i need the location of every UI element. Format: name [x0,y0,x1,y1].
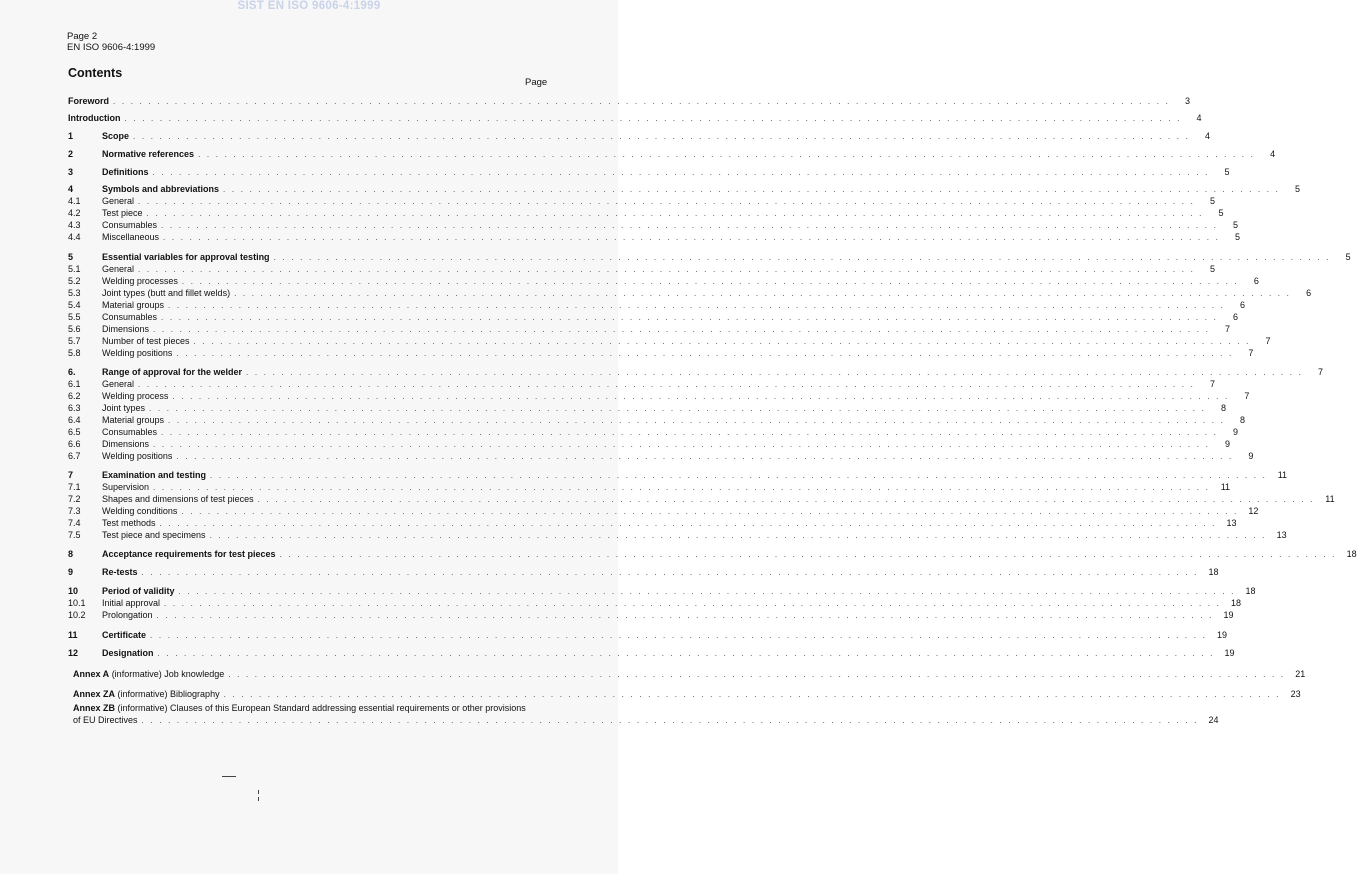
toc-page-number: 18 [1245,586,1256,596]
toc-entry[interactable] [68,586,1256,597]
toc-leader-dots: . . . . . . . . . . . . . . . . . . . . . . . . . . . . . . . . . . . . . . . . . . . . . . . . . . . . . . . . . . . . . . . . . . . . . . . . . . . . . . . . . . . . . . . . . . . . . . . . . . . . . . . . . . . . . . . . . . . . . . . . [113,97,1171,106]
toc-page-number: 6 [1306,288,1312,298]
toc-entry[interactable] [68,96,1191,107]
toc-leader-dots: . . . . . . . . . . . . . . . . . . . . . . . . . . . . . . . . . . . . . . . . . . . . . . . . . . . . . . . . . . . . . . . . . . . . . . . . . . . . . . . . . . . . . . . . . . . . . . . . . . . . . . . . . . . . . . . . . . . . . . . . [172,392,1230,401]
toc-entry-label: Foreword [68,96,110,106]
toc-leader-dots: . . . . . . . . . . . . . . . . . . . . . . . . . . . . . . . . . . . . . . . . . . . . . . . . . . . . . . . . . . . . . . . . . . . . . . . . . . . . . . . . . . . . . . . . . . . . . . . . . . . . . . . . . . . . . . . . . . . . . . . . [181,507,1239,516]
toc-page-number: 5 [1210,264,1216,274]
toc-leader-dots: . . . . . . . . . . . . . . . . . . . . . . . . . . . . . . . . . . . . . . . . . . . . . . . . . . . . . . . . . . . . . . . . . . . . . . . . . . . . . . . . . . . . . . . . . . . . . . . . . . . . . . . . . . . . . . . . . . . . . . . . [198,150,1256,159]
toc-entry[interactable] [68,288,1312,299]
toc-entry-number: 7 [68,470,74,480]
toc-entry[interactable] [68,167,1230,178]
toc-leader-dots: . . . . . . . . . . . . . . . . . . . . . . . . . . . . . . . . . . . . . . . . . . . . . . . . . . . . . . . . . . . . . . . . . . . . . . . . . . . . . . . . . . . . . . . . . . . . . . . . . . . . . . . . . . . . . . . . . . . . . . . . [159,519,1217,528]
toc-entry-number: 7.1 [68,482,81,492]
toc-leader-dots: . . . . . . . . . . . . . . . . . . . . . . . . . . . . . . . . . . . . . . . . . . . . . . . . . . . . . . . . . . . . . . . . . . . . . . . . . . . . . . . . . . . . . . . . . . . . . . . . . . . . . . . . . . . . . . . . . . . . . . . . [149,404,1207,413]
header-page-number: Page 2 [67,31,98,42]
toc-entry[interactable] [68,506,1259,517]
toc-entry[interactable] [68,630,1228,641]
toc-entry[interactable] [68,232,1241,243]
toc-entry-number: 4.4 [68,232,81,242]
toc-page-number: 18 [1231,598,1242,608]
toc-entry-label: Acceptance requirements for test pieces [102,549,276,559]
annex-entry[interactable] [73,689,1301,700]
toc-entry[interactable] [68,300,1246,311]
toc-entry-number: 5.2 [68,276,81,286]
toc-leader-dots: . . . . . . . . . . . . . . . . . . . . . . . . . . . . . . . . . . . . . . . . . . . . . . . . . . . . . . . . . . . . . . . . . . . . . . . . . . . . . . . . . . . . . . . . . . . . . . . . . . . . . . . . . . . . . . . . . . . . . . . . [161,221,1219,230]
toc-entry-label: Definitions [102,167,149,177]
toc-entry-number: 5.5 [68,312,81,322]
toc-page-number: 19 [1217,630,1228,640]
toc-entry-number: 1 [68,131,74,141]
toc-entry-number: 5.6 [68,324,81,334]
toc-leader-dots: . . . . . . . . . . . . . . . . . . . . . . . . . . . . . . . . . . . . . . . . . . . . . . . . . . . . . . . . . . . . . . . . . . . . . . . . . . . . . . . . . . . . . . . . . . . . . . . . . . . . . . . . . . . . . . . . . . . . . . . . [157,649,1215,658]
toc-leader-dots: . . . . . . . . . . . . . . . . . . . . . . . . . . . . . . . . . . . . . . . . . . . . . . . . . . . . . . . . . . . . . . . . . . . . . . . . . . . . . . . . . . . . . . . . . . . . . . . . . . . . . . . . . . . . . . . . . . . . . . . . [209,531,1267,540]
toc-entry-number: 7.3 [68,506,81,516]
toc-entry-label: Miscellaneous [102,232,160,242]
toc-entry-label: Test methods [102,518,156,528]
toc-page-number: 11 [1325,494,1335,504]
toc-entry-label: Welding conditions [102,506,178,516]
toc-page-number: 9 [1233,427,1239,437]
toc-entry-label: Prolongation [102,610,153,620]
toc-entry-number: 4 [68,184,74,194]
toc-entry[interactable] [68,567,1219,578]
toc-page-number: 13 [1276,530,1287,540]
toc-entry-label: Test piece [102,208,143,218]
toc-page-number: 12 [1248,506,1259,516]
toc-leader-dots: . . . . . . . . . . . . . . . . . . . . . . . . . . . . . . . . . . . . . . . . . . . . . . . . . . . . . . . . . . . . . . . . . . . . . . . . . . . . . . . . . . . . . . . . . . . . . . . . . . . . . . . . . . . . . . . . . . . . . . . . [164,599,1222,608]
toc-page-number: 7 [1244,391,1250,401]
toc-entry-number: 9 [68,567,74,577]
toc-entry-number: 12 [68,648,79,658]
toc-leader-dots: . . . . . . . . . . . . . . . . . . . . . . . . . . . . . . . . . . . . . . . . . . . . . . . . . . . . . . . . . . . . . . . . . . . . . . . . . . . . . . . . . . . . . . . . . . . . . . . . . . . . . . . . . . . . . . . . . . . . . . . . [161,313,1219,322]
toc-entry-number: 4.1 [68,196,81,206]
toc-leader-dots: . . . . . . . . . . . . . . . . . . . . . . . . . . . . . . . . . . . . . . . . . . . . . . . . . . . . . . . . . . . . . . . . . . . . . . . . . . . . . . . . . . . . . . . . . . . . . . . . . . . . . . . . . . . . . . . . . . . . . . . . [279,550,1337,559]
toc-entry-number: 5.3 [68,288,81,298]
toc-entry-label: Period of validity [102,586,175,596]
toc-leader-dots: . . . . . . . . . . . . . . . . . . . . . . . . . . . . . . . . . . . . . . . . . . . . . . . . . . . . . . . . . . . . . . . . . . . . . . . . . . . . . . . . . . . . . . . . . . . . . . . . . . . . . . . . . . . . . . . . . . . . . . . . [181,277,1239,286]
toc-page-number: 5 [1295,184,1301,194]
toc-entry-label: Scope [102,131,130,141]
toc-entry-label: Examination and testing [102,470,207,480]
annex-name: Annex ZA [73,689,116,699]
toc-leader-dots: . . . . . . . . . . . . . . . . . . . . . . . . . . . . . . . . . . . . . . . . . . . . . . . . . . . . . . . . . . . . . . . . . . . . . . . . . . . . . . . . . . . . . . . . . . . . . . . . . . . . . . . . . . . . . . . . . . . . . . . . [124,114,1182,123]
toc-entry-label: Designation [102,648,154,658]
toc-entry[interactable] [68,427,1239,438]
toc-leader-dots: . . . . . . . . . . . . . . . . . . . . . . . . . . . . . . . . . . . . . . . . . . . . . . . . . . . . . . . . . . . . . . . . . . . . . . . . . . . . . . . . . . . . . . . . . . . . . . . . . . . . . . . . . . . . . . . . . . . . . . . . [176,452,1234,461]
toc-entry-label: Material groups [102,300,165,310]
toc-entry-label: General [102,196,135,206]
page-column-label: Page [525,77,548,88]
annex-zb-line1[interactable] [73,703,526,714]
toc-leader-dots: . . . . . . . . . . . . . . . . . . . . . . . . . . . . . . . . . . . . . . . . . . . . . . . . . . . . . . . . . . . . . . . . . . . . . . . . . . . . . . . . . . . . . . . . . . . . . . . . . . . . . . . . . . . . . . . . . . . . . . . . [138,265,1196,274]
toc-entry[interactable] [68,403,1227,414]
annex-entry[interactable] [73,669,1306,680]
toc-leader-dots: . . . . . . . . . . . . . . . . . . . . . . . . . . . . . . . . . . . . . . . . . . . . . . . . . . . . . . . . . . . . . . . . . . . . . . . . . . . . . . . . . . . . . . . . . . . . . . . . . . . . . . . . . . . . . . . . . . . . . . . . [156,611,1214,620]
toc-entry[interactable] [68,451,1254,462]
toc-page-number: 4 [1270,149,1276,159]
toc-leader-dots: . . . . . . . . . . . . . . . . . . . . . . . . . . . . . . . . . . . . . . . . . . . . . . . . . . . . . . . . . . . . . . . . . . . . . . . . . . . . . . . . . . . . . . . . . . . . . . . . . . . . . . . . . . . . . . . . . . . . . . . . [153,325,1211,334]
toc-entry[interactable] [68,391,1250,402]
toc-entry[interactable] [68,276,1259,287]
toc-entry[interactable] [68,149,1276,160]
toc-entry-number: 10.2 [68,610,86,620]
toc-page-number: 9 [1248,451,1254,461]
scan-mark [222,776,236,777]
toc-page-number: 7 [1248,348,1254,358]
toc-entry-number: 6.2 [68,391,81,401]
annex-zb-name: Annex ZB [73,703,116,713]
toc-leader-dots: . . . . . . . . . . . . . . . . . . . . . . . . . . . . . . . . . . . . . . . . . . . . . . . . . . . . . . . . . . . . . . . . . . . . . . . . . . . . . . . . . . . . . . . . . . . . . . . . . . . . . . . . . . . . . . . . . . . . . . . . [273,253,1331,262]
toc-page-number: 5 [1235,232,1241,242]
toc-page-number: 6 [1240,300,1246,310]
toc-entry-number: 5.8 [68,348,81,358]
toc-entry-label: Welding processes [102,276,178,286]
toc-leader-dots: . . . . . . . . . . . . . . . . . . . . . . . . . . . . . . . . . . . . . . . . . . . . . . . . . . . . . . . . . . . . . . . . . . . . . . . . . . . . . . . . . . . . . . . . . . . . . . . . . . . . . . . . . . . . . . . . . . . . . . . . [178,587,1236,596]
toc-leader-dots: . . . . . . . . . . . . . . . . . . . . . . . . . . . . . . . . . . . . . . . . . . . . . . . . . . . . . . . . . . . . . . . . . . . . . . . . . . . . . . . . . . . . . . . . . . . . . . . . . . . . . . . . . . . . . . . . . . . . . . . . [161,428,1219,437]
toc-entry[interactable] [68,220,1239,231]
toc-leader-dots: . . . . . . . . . . . . . . . . . . . . . . . . . . . . . . . . . . . . . . . . . . . . . . . . . . . . . . . . . . . . . . . . . . . . . . . . . . . . . . . . . . . . . . . . . . . . . . . . . . . . . . . . . . . . . . . . . . . . . . . . [150,631,1208,640]
toc-entry[interactable] [68,208,1224,219]
toc-entry-label: Initial approval [102,598,161,608]
toc-entry[interactable] [68,598,1242,609]
toc-entry-label: Consumables [102,220,158,230]
toc-entry[interactable] [68,518,1237,529]
toc-entry-label: Material groups [102,415,165,425]
toc-entry-number: 5.4 [68,300,81,310]
toc-entry-label: Dimensions [102,324,150,334]
toc-page-number: 9 [1225,439,1231,449]
scan-mark [258,797,259,801]
toc-entry-label: Number of test pieces [102,336,190,346]
toc-entry[interactable] [68,530,1287,541]
toc-page-number: 5 [1233,220,1239,230]
toc-page-number: 18 [1208,567,1219,577]
toc-leader-dots: . . . . . . . . . . . . . . . . . . . . . . . . . . . . . . . . . . . . . . . . . . . . . . . . . . . . . . . . . . . . . . . . . . . . . . . . . . . . . . . . . . . . . . . . . . . . . . . . . . . . . . . . . . . . . . . . . . . . . . . . [234,289,1292,298]
toc-leader-dots: . . . . . . . . . . . . . . . . . . . . . . . . . . . . . . . . . . . . . . . . . . . . . . . . . . . . . . . . . . . . . . . . . . . . . . . . . . . . . . . . . . . . . . . . . . . . . . . . . . . . . . . . . . . . . . . . . . . . . . . . [153,440,1211,449]
toc-entry-number: 4.3 [68,220,81,230]
toc-entry-number: 6.5 [68,427,81,437]
toc-leader-dots: . . . . . . . . . . . . . . . . . . . . . . . . . . . . . . . . . . . . . . . . . . . . . . . . . . . . . . . . . . . . . . . . . . . . . . . . . . . . . . . . . . . . . . . . . . . . . . . . . . . . . . . . . . . . . . . . . . . . . . . . [153,483,1211,492]
toc-entry[interactable] [68,367,1324,378]
toc-entry[interactable] [68,379,1216,390]
toc-entry-label: Joint types (butt and fillet welds) [102,288,231,298]
toc-entry[interactable] [68,549,1357,560]
toc-page-number: 7 [1265,336,1271,346]
toc-entry-label: General [102,264,135,274]
toc-entry-number: 6.4 [68,415,81,425]
annex-name: Annex A [73,669,110,679]
toc-leader-dots: . . . . . . . . . . . . . . . . . . . . . . . . . . . . . . . . . . . . . . . . . . . . . . . . . . . . . . . . . . . . . . . . . . . . . . . . . . . . . . . . . . . . . . . . . . . . . . . . . . . . . . . . . . . . . . . . . . . . . . . . [138,380,1196,389]
annex-zb-line2[interactable] [73,715,1219,726]
toc-page-number: 19 [1224,648,1235,658]
toc-leader-dots: . . . . . . . . . . . . . . . . . . . . . . . . . . . . . . . . . . . . . . . . . . . . . . . . . . . . . . . . . . . . . . . . . . . . . . . . . . . . . . . . . . . . . . . . . . . . . . . . . . . . . . . . . . . . . . . . . . . . . . . . [146,209,1204,218]
toc-entry-label: Welding positions [102,348,173,358]
toc-entry-number: 5.1 [68,264,81,274]
toc-entry-number: 6.6 [68,439,81,449]
toc-entry-label: Joint types [102,403,146,413]
toc-entry[interactable] [68,610,1234,621]
toc-leader-dots: . . . . . . . . . . . . . . . . . . . . . . . . . . . . . . . . . . . . . . . . . . . . . . . . . . . . . . . . . . . . . . . . . . . . . . . . . . . . . . . . . . . . . . . . . . . . . . . . . . . . . . . . . . . . . . . . . . . . . . . . [246,368,1304,377]
toc-entry[interactable] [68,439,1231,450]
toc-entry[interactable] [68,312,1239,323]
toc-entry[interactable] [68,324,1231,335]
toc-entry-label: Test piece and specimens [102,530,206,540]
toc-entry[interactable] [68,264,1216,275]
toc-entry-number: 11 [68,630,78,640]
toc-page-number: 8 [1240,415,1246,425]
toc-entry-label: Consumables [102,312,158,322]
toc-entry-number: 7.4 [68,518,81,528]
toc-page-number: 6 [1233,312,1239,322]
toc-entry-number: 6.3 [68,403,81,413]
toc-leader-dots: . . . . . . . . . . . . . . . . . . . . . . . . . . . . . . . . . . . . . . . . . . . . . . . . . . . . . . . . . . . . . . . . . . . . . . . . . . . . . . . . . . . . . . . . . . . . . . . . . . . . . . . . . . . . . . . . . . . . . . . . [257,495,1315,504]
toc-leader-dots: . . . . . . . . . . . . . . . . . . . . . . . . . . . . . . . . . . . . . . . . . . . . . . . . . . . . . . . . . . . . . . . . . . . . . . . . . . . . . . . . . . . . . . . . . . . . . . . . . . . . . . . . . . . . . . . . . . . . . . . . [223,690,1281,699]
toc-entry-number: 8 [68,549,74,559]
toc-entry-number: 3 [68,167,74,177]
toc-entry[interactable] [68,336,1271,347]
toc-page-number: 7 [1318,367,1324,377]
annex-zb-desc1: (informative) Clauses of this European Standard addressing essential requirements or other provisions [117,703,526,713]
toc-entry-label: Consumables [102,427,158,437]
toc-entry-label: Normative references [102,149,195,159]
toc-entry-number: 6. [68,367,76,377]
annex-entry-label [73,669,224,680]
toc-page-number: 5 [1210,196,1216,206]
toc-entry[interactable] [68,184,1301,195]
toc-page-number: 4 [1205,131,1211,141]
toc-page-number: 19 [1223,610,1234,620]
toc-page-number: 5 [1224,167,1230,177]
toc-leader-dots: . . . . . . . . . . . . . . . . . . . . . . . . . . . . . . . . . . . . . . . . . . . . . . . . . . . . . . . . . . . . . . . . . . . . . . . . . . . . . . . . . . . . . . . . . . . . . . . . . . . . . . . . . . . . . . . . . . . . . . . . [193,337,1251,346]
annex-desc: (informative) Job knowledge [111,669,225,679]
toc-leader-dots: . . . . . . . . . . . . . . . . . . . . . . . . . . . . . . . . . . . . . . . . . . . . . . . . . . . . . . . . . . . . . . . . . . . . . . . . . . . . . . . . . . . . . . . . . . . . . . . . . . . . . . . . . . . . . . . . . . . . . . . . [133,132,1191,141]
annex-desc: (informative) Bibliography [117,689,220,699]
toc-entry-number: 6.1 [68,379,81,389]
toc-entry-label: Range of approval for the welder [102,367,243,377]
toc-page-number: 24 [1208,715,1219,725]
toc-entry[interactable] [68,494,1335,505]
toc-entry[interactable] [68,196,1216,207]
toc-page-number: 11 [1277,470,1288,480]
toc-entry[interactable] [68,252,1351,263]
toc-page-number: 5 [1218,208,1224,218]
toc-entry-label: Supervision [102,482,150,492]
toc-entry[interactable] [68,348,1254,359]
toc-entry-label: Welding positions [102,451,173,461]
toc-entry-number: 10 [68,586,79,596]
annex-entry-label [73,689,220,700]
toc-entry-number: 7.2 [68,494,81,504]
toc-entry-label: Essential variables for approval testing [102,252,270,262]
toc-leader-dots: . . . . . . . . . . . . . . . . . . . . . . . . . . . . . . . . . . . . . . . . . . . . . . . . . . . . . . . . . . . . . . . . . . . . . . . . . . . . . . . . . . . . . . . . . . . . . . . . . . . . . . . . . . . . . . . . . . . . . . . . [152,168,1210,177]
annex-zb-desc2: of EU Directives [73,715,138,725]
toc-page-number: 6 [1253,276,1259,286]
toc-leader-dots: . . . . . . . . . . . . . . . . . . . . . . . . . . . . . . . . . . . . . . . . . . . . . . . . . . . . . . . . . . . . . . . . . . . . . . . . . . . . . . . . . . . . . . . . . . . . . . . . . . . . . . . . . . . . . . . . . . . . . . . . [138,197,1196,206]
toc-page-number: 8 [1221,403,1227,413]
toc-entry-label: Certificate [102,630,147,640]
toc-page-number: 21 [1295,669,1306,679]
toc-entry-label: Introduction [68,113,121,123]
header-standard: EN ISO 9606-4:1999 [67,42,156,53]
toc-leader-dots: . . . . . . . . . . . . . . . . . . . . . . . . . . . . . . . . . . . . . . . . . . . . . . . . . . . . . . . . . . . . . . . . . . . . . . . . . . . . . . . . . . . . . . . . . . . . . . . . . . . . . . . . . . . . . . . . . . . . . . . . [223,185,1281,194]
toc-page-number: 18 [1346,549,1357,559]
toc-entry-number: 2 [68,149,74,159]
toc-entry-number: 4.2 [68,208,81,218]
toc-page-number: 13 [1226,518,1237,528]
toc-entry-label: Re-tests [102,567,138,577]
toc-entry-number: 10.1 [68,598,86,608]
toc-entry-label: General [102,379,135,389]
toc-page-number: 5 [1345,252,1351,262]
toc-page-number: 11 [1220,482,1231,492]
toc-page-number: 4 [1196,113,1202,123]
toc-leader-dots: . . . . . . . . . . . . . . . . . . . . . . . . . . . . . . . . . . . . . . . . . . . . . . . . . . . . . . . . . . . . . . . . . . . . . . . . . . . . . . . . . . . . . . . . . . . . . . . . . . . . . . . . . . . . . . . . . . . . . . . . [163,233,1221,242]
toc-entry-number: 5.7 [68,336,81,346]
toc-leader-dots: . . . . . . . . . . . . . . . . . . . . . . . . . . . . . . . . . . . . . . . . . . . . . . . . . . . . . . . . . . . . . . . . . . . . . . . . . . . . . . . . . . . . . . . . . . . . . . . . . . . . . . . . . . . . . . . . . . . . . . . . [168,416,1226,425]
toc-entry[interactable] [68,113,1202,124]
toc-leader-dots: . . . . . . . . . . . . . . . . . . . . . . . . . . . . . . . . . . . . . . . . . . . . . . . . . . . . . . . . . . . . . . . . . . . . . . . . . . . . . . . . . . . . . . . . . . . . . . . . . . . . . . . . . . . . . . . . . . . . . . . . [168,301,1226,310]
toc-entry-label: Shapes and dimensions of test pieces [102,494,254,504]
toc-leader-dots: . . . . . . . . . . . . . . . . . . . . . . . . . . . . . . . . . . . . . . . . . . . . . . . . . . . . . . . . . . . . . . . . . . . . . . . . . . . . . . . . . . . . . . . . . . . . . . . . . . . . . . . . . . . . . . . . . . . . . . . . [228,670,1286,679]
watermark: SIST EN ISO 9606-4:1999 [237,0,381,12]
toc-page-number: 7 [1225,324,1231,334]
toc-entry-number: 6.7 [68,451,81,461]
toc-leader-dots: . . . . . . . . . . . . . . . . . . . . . . . . . . . . . . . . . . . . . . . . . . . . . . . . . . . . . . . . . . . . . . . . . . . . . . . . . . . . . . . . . . . . . . . . . . . . . . . . . . . . . . . . . . . . . . . . . . . . . . . . [176,349,1234,358]
scan-mark [258,790,259,794]
toc-entry-number: 7.5 [68,530,81,540]
toc-page-number: 7 [1210,379,1216,389]
toc-entry[interactable] [68,482,1231,493]
toc-entry-label: Dimensions [102,439,150,449]
toc-entry-number: 5 [68,252,74,262]
toc-page-number: 3 [1185,96,1191,106]
toc-entry[interactable] [68,470,1288,481]
toc-entry[interactable] [68,131,1211,142]
toc-leader-dots: . . . . . . . . . . . . . . . . . . . . . . . . . . . . . . . . . . . . . . . . . . . . . . . . . . . . . . . . . . . . . . . . . . . . . . . . . . . . . . . . . . . . . . . . . . . . . . . . . . . . . . . . . . . . . . . . . . . . . . . . [210,471,1268,480]
toc-leader-dots: . . . . . . . . . . . . . . . . . . . . . . . . . . . . . . . . . . . . . . . . . . . . . . . . . . . . . . . . . . . . . . . . . . . . . . . . . . . . . . . . . . . . . . . . . . . . . . . . . . . . . . . . . . . . . . . . . . . . . . . . [141,568,1199,577]
toc-page-number: 23 [1290,689,1301,699]
toc-entry[interactable] [68,415,1246,426]
toc-entry-label: Symbols and abbreviations [102,184,220,194]
toc-entry-label: Welding process [102,391,169,401]
contents-title: Contents [68,66,123,80]
toc-entry[interactable] [68,648,1235,659]
toc-leader-dots: . . . . . . . . . . . . . . . . . . . . . . . . . . . . . . . . . . . . . . . . . . . . . . . . . . . . . . . . . . . . . . . . . . . . . . . . . . . . . . . . . . . . . . . . . . . . . . . . . . . . . . . . . . . . . . . . . . . . . . . . [141,716,1199,725]
